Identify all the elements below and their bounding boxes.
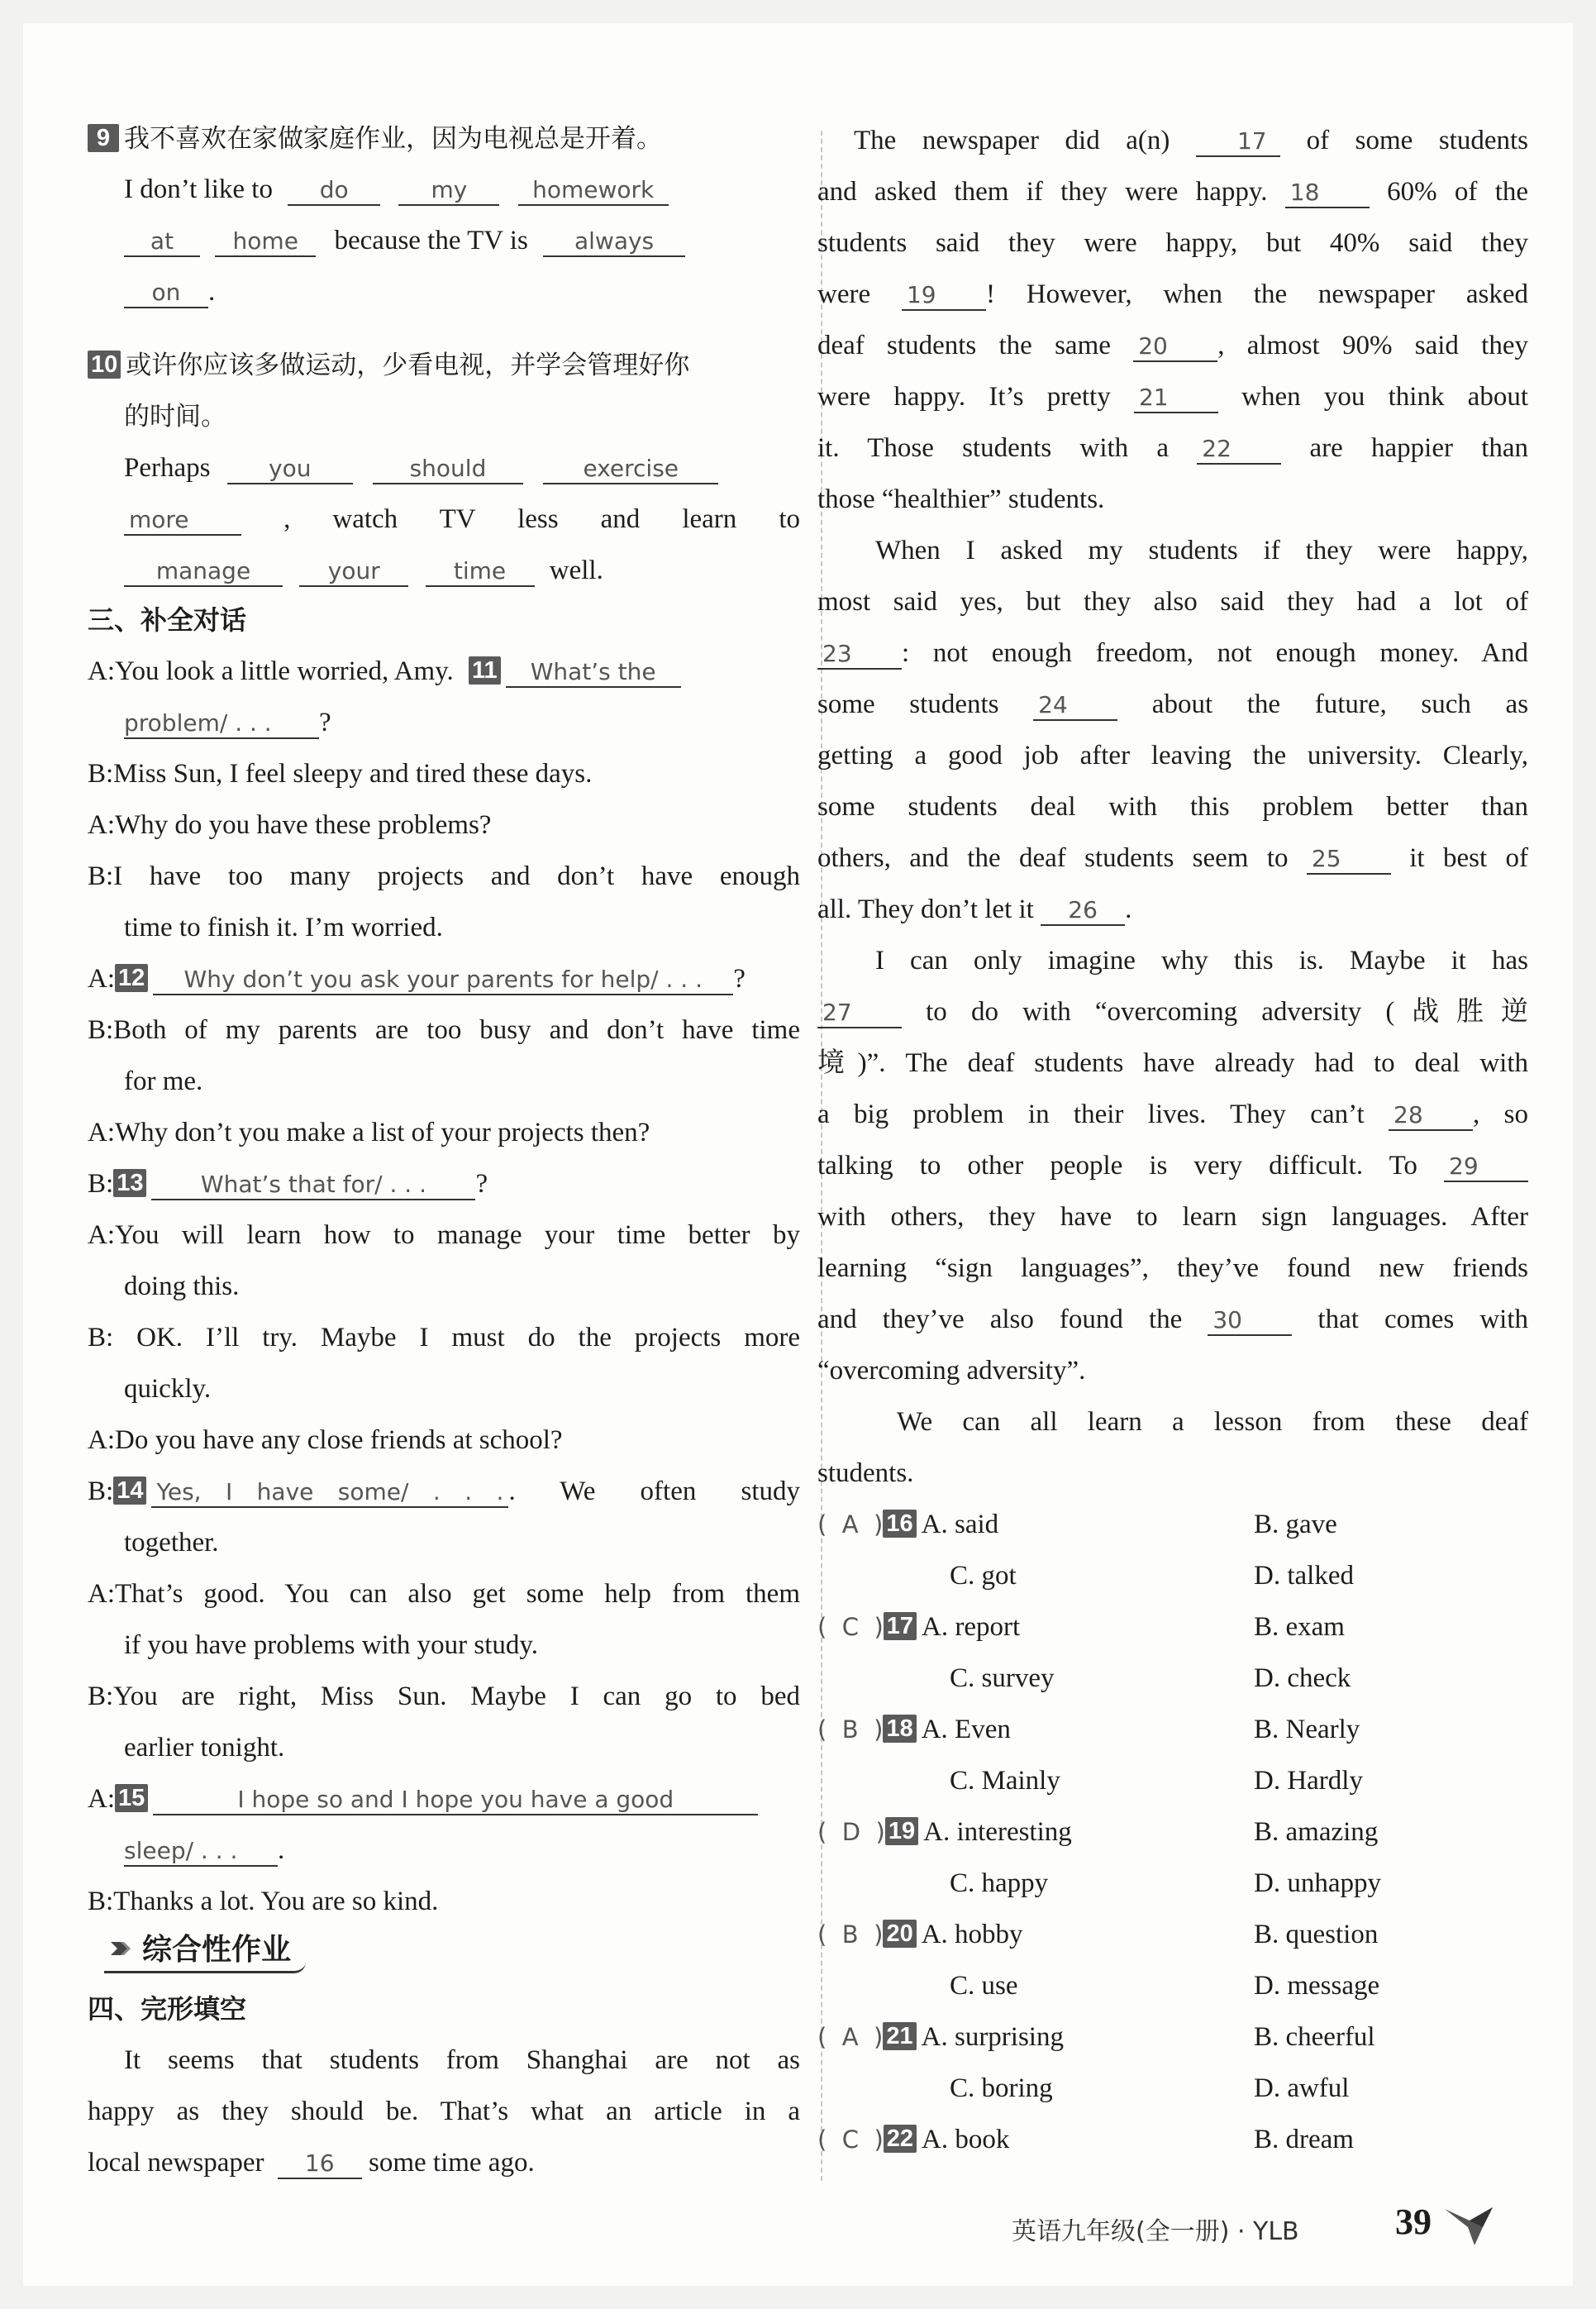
passage-line: most said yes, but they also said they had a lot of [817,587,1528,617]
dialog-line: quickly. [124,1374,212,1404]
option-b: B. dream [1254,2125,1354,2154]
page-number: 39 [1395,2202,1432,2242]
q9-line1: I don’t like to do my homework [124,173,800,206]
passage-line: When I asked my students if they were happy, [875,536,1528,565]
question-number: 17 [884,1612,917,1640]
dialog-line: for me. [124,1066,203,1096]
answer-blank: exercise [543,455,718,484]
question-number: 18 [883,1715,916,1743]
option-row: ( A ) 21 A. surprising [817,2022,1064,2052]
answer-blank: I hope so and I hope you have a good [153,1786,758,1815]
dialog-line: B:You are right, Miss Sun. Maybe I can go to bed [88,1682,800,1711]
q10-line1: Perhaps you should exercise [124,451,718,484]
answer-blank: Yes, I have some/ . . . [151,1478,508,1508]
option-row: ( C ) 17 A. report [817,1612,1021,1642]
passage-line: learning “sign languages”, they’ve found new friends [817,1253,1528,1283]
passage-line: were happy. It’s pretty 21 when you think about [817,382,1528,412]
answer-blank: sleep/ . . . [124,1837,278,1867]
dialog-line: B:I have too many projects and don’t have enough [88,861,800,891]
passage-line: happy as they should be. That’s what an article in a [88,2097,800,2126]
dialog-line: A:You look a little worried, Amy. 11 What’s the [88,655,800,688]
answer-blank: you [227,455,353,484]
option-c: C. use [950,1971,1018,2001]
answer-blank: always [543,227,685,257]
answer-blank: on [124,279,208,308]
passage-line: some students 24 about the future, such as [817,689,1529,719]
passage-line: some students deal with this problem better than [817,792,1528,822]
cloze-blank: 17 [1196,127,1280,157]
dialog-line: doing this. [124,1271,240,1301]
question-number: 10 [88,351,121,379]
dialog-line: together. [124,1528,219,1558]
dialog-line: A:Why don’t you make a list of your projects then? [88,1118,650,1147]
option-row: ( B ) 18 A. Even [817,1715,1011,1744]
answer-blank: your [299,557,408,587]
q9-line3: on . [124,275,215,308]
answer-blank: should [373,455,523,484]
arrow-icon [109,1938,134,1959]
answer-blank: my [398,176,499,206]
option-b: B. Nearly [1254,1715,1360,1744]
option-c: C. Mainly [950,1766,1060,1796]
passage-line: with others, they have to learn sign languages. After [817,1202,1528,1232]
q10-line2: more , watch TV less and learn to [124,503,800,536]
question-number: 19 [885,1817,918,1845]
cloze-blank: 16 [278,2149,362,2179]
answer-blank: home [215,227,316,257]
q10-prompt: 10 或许你应该多做运动，少看电视，并学会管理好你 [88,349,689,382]
cloze-blank: 23 [817,640,902,670]
cloze-blank: 29 [1444,1152,1528,1182]
cloze-blank: 21 [1134,384,1218,413]
dialog-line: A:That’s good. You can also get some help from them [88,1579,800,1609]
question-number: 20 [883,1920,916,1948]
answer-blank: homework [518,176,669,206]
passage-line: deaf students the same 20 , almost 90% said they [817,331,1528,360]
answer-blank: do [288,176,380,206]
passage-line: The newspaper did a(n) 17 of some students [854,126,1529,155]
section-heading-dialogue: 三、补全对话 [88,604,247,636]
answer-blank: more [124,506,241,536]
option-c: C. boring [950,2073,1053,2103]
question-number: 21 [883,2022,916,2050]
passage-line: students. [817,1458,914,1488]
option-row: ( C ) 22 A. book [817,2125,1010,2154]
option-b: B. gave [1254,1510,1337,1539]
dialog-line: A: 15 I hope so and I hope you have a good [88,1782,800,1815]
passage-line: 23 : not enough freedom, not enough money. And [817,637,1528,670]
option-c: C. got [950,1561,1017,1591]
option-d: D. Hardly [1254,1766,1363,1796]
answer-blank: What’s the [506,658,681,688]
question-number: 14 [113,1477,146,1505]
question-number: 12 [115,964,148,992]
dialog-line: if you have problems with your study. [124,1630,539,1660]
cloze-blank: 20 [1133,332,1217,362]
question-number: 22 [884,2125,917,2153]
option-d: D. unhappy [1254,1868,1381,1898]
dialog-line: sleep/ . . . . [124,1835,285,1865]
cloze-blank: 30 [1208,1306,1292,1336]
passage-line: a big problem in their lives. They can’t 28 , so [817,1100,1529,1129]
option-d: D. awful [1254,2073,1350,2103]
bird-logo-icon [1441,2202,1499,2249]
option-row: ( A ) 16 A. said [817,1510,999,1539]
dialog-line: B:Miss Sun, I feel sleepy and tired these days. [88,759,593,789]
passage-line: those “healthier” students. [817,484,1105,514]
option-b: B. cheerful [1254,2022,1375,2052]
cloze-blank: 24 [1033,691,1117,721]
cloze-blank: 18 [1285,179,1370,208]
dialog-line: A:Why do you have these problems? [88,810,492,840]
dialog-line: time to finish it. I’m worried. [124,913,443,942]
answer-blank: time [426,557,535,587]
passage-line: 27 to do with “overcoming adversity (战胜逆 [817,995,1528,1028]
passage-line: students said they were happy, but 40% said they [817,228,1528,258]
question-number: 16 [883,1510,916,1538]
answer-blank: problem/ . . . [124,709,319,739]
q9-prompt: 9 我不喜欢在家做家庭作业，因为电视总是开着。 [88,122,662,155]
passage-line: We can all learn a lesson from these deaf [897,1407,1528,1437]
section-heading-cloze: 四、完形填空 [88,1993,247,2025]
answer-blank: What’s that for/ . . . [151,1171,475,1200]
passage-line: I can only imagine why this is. Maybe it has [875,946,1528,976]
dialog-line: B: 13 What’s that for/ . . . ? [88,1169,488,1199]
book-title: 英语九年级(全一册) · YLB [1012,2217,1299,2246]
dialog-line: B: 14 Yes, I have some/ . . . . We often study [88,1477,800,1506]
q9-line2: at home because the TV is always [124,224,685,257]
cloze-blank: 25 [1307,845,1391,875]
passage-line: “overcoming adversity”. [817,1356,1086,1386]
passage-line: were 19 ! However, when the newspaper asked [817,279,1528,309]
dialog-line: B:Both of my parents are too busy and don’t have time [88,1015,800,1045]
cloze-blank: 26 [1041,896,1125,926]
option-c: C. survey [950,1663,1055,1693]
passage-line: all. They don’t let it 26 . [817,894,1132,924]
page [23,23,1573,2286]
answer-blank: at [124,227,200,257]
question-number: 9 [88,124,119,152]
cloze-blank: 19 [902,281,986,311]
q10-line3: manage your time well. [124,554,603,587]
passage-line: talking to other people is very difficult. To 29 [817,1149,1528,1182]
dialog-line: problem/ . . . ? [124,708,331,737]
answer-blank: manage [124,557,283,587]
option-b: B. amazing [1254,1817,1379,1847]
option-d: D. message [1254,1971,1380,2001]
option-c: C. happy [950,1868,1049,1898]
answer-blank: Why don’t you ask your parents for help/ . . . [153,966,733,995]
question-number: 13 [113,1169,146,1197]
passage-line: It seems that students from Shanghai are not as [124,2045,800,2075]
option-d: D. check [1254,1663,1351,1693]
passage-line: others, and the deaf students seem to 25 it best of [817,843,1528,873]
option-row: ( D ) 19 A. interesting [817,1817,1072,1847]
dialog-line: earlier tonight. [124,1733,285,1763]
dialog-line: A:You will learn how to manage your time better by [88,1220,800,1250]
option-d: D. talked [1254,1561,1354,1591]
cloze-blank: 28 [1389,1101,1473,1131]
cloze-blank: 27 [817,999,902,1028]
passage-line: and asked them if they were happy. 18 60% of the [817,177,1529,207]
option-row: ( B ) 20 A. hobby [817,1920,1023,1949]
passage-line: getting a good job after leaving the university. Clearly, [817,741,1528,770]
dialog-line: A: 12 Why don’t you ask your parents for help/ . . . ? [88,964,746,994]
question-number: 11 [469,656,501,685]
passage-line: and they’ve also found the 30 that comes with [817,1305,1528,1334]
passage-line: local newspaper 16 some time ago. [88,2148,535,2178]
cloze-blank: 22 [1197,435,1281,465]
q10-prompt-cont: 的时间。 [124,402,226,432]
dialog-line: B: OK. I’ll try. Maybe I must do the projects more [88,1323,800,1352]
dialog-line: A:Do you have any close friends at school? [88,1425,563,1455]
passage-line: 境)”. The deaf students have already had to deal with [817,1048,1528,1078]
option-b: B. question [1254,1920,1379,1949]
option-b: B. exam [1254,1612,1345,1642]
dialog-line: B:Thanks a lot. You are so kind. [88,1887,439,1916]
passage-line: it. Those students with a 22 are happier than [817,433,1529,463]
question-number: 15 [115,1784,148,1812]
section-banner: 综合性作业 [104,1930,306,1973]
